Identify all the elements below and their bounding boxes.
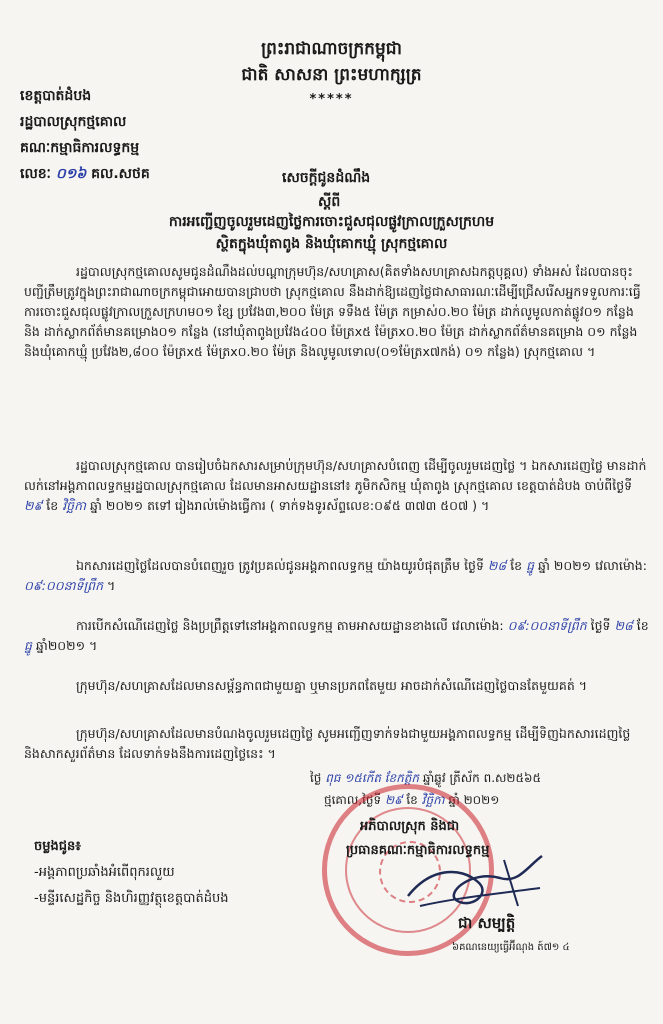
paragraph-3 [24, 556, 649, 596]
paragraph-4 [24, 616, 649, 656]
signatory-title-1: អភិបាលស្រុក និងជា [360, 819, 460, 834]
solar-date-suffix: ឆ្នាំ ២០២១ [448, 793, 500, 807]
copy-to-label: ចម្លងជូន៖ [34, 839, 81, 854]
paragraph-3-text-c: ឆ្នាំ ២០២១ វេលាម៉ោង: [538, 558, 647, 573]
copy-to-item: -មន្ទីរសេដ្ឋកិច្ច និងហិរញ្ញវត្ថុខេត្តបាត់ដំបង [34, 891, 229, 906]
kingdom-heading: ព្រះរាជាណាចក្រកម្ពុជា [261, 39, 402, 59]
reference-suffix: គល.សថគ [91, 166, 150, 182]
paragraph-4-text-c: ខែ [636, 618, 649, 633]
national-motto: ជាតិ សាសនា ព្រះមហាក្សត្រ [241, 65, 422, 85]
paragraph-5: ក្រុមហ៊ុន/សហគ្រាសដែលមានសម្ព័ន្ធភាពជាមួយគ្នា ឬមានប្រភពតែមួយ អាចដាក់សំណើដេញថ្លៃបានតែមួយគត់ ។ [76, 678, 588, 693]
solar-date-mid: ខែ [406, 793, 418, 807]
paragraph-4-text-a: ការបើកសំណើដេញថ្លៃ និងប្រព្រឹត្តទៅនៅអង្គភាពលទ្ធកម្ម តាមអាសយដ្ឋានខាងលើ វេលាម៉ោង: [76, 618, 504, 633]
paragraph-4-text-b: ថ្ងៃទី [590, 618, 611, 633]
signatory-name: ជា សម្បត្តិ [458, 914, 516, 932]
solar-date-month: វិច្ឆិកា [421, 793, 445, 807]
lunar-date-suffix: ឆ្នាំឆ្លូវ ត្រីស័ក ព.ស២៥៦៥ [422, 771, 542, 785]
subject-line-1: ការអញ្ជើញចូលរួមដេញថ្លៃការចោះជួសជុលផ្លូវក្រាលក្រួសក្រហម [168, 214, 495, 230]
signatory-title-2: ប្រធានគណៈកម្មាធិការលទ្ធកម្ម [346, 843, 490, 858]
paragraph-2-day: ២៩ [24, 498, 43, 513]
paragraph-3-time: ០៩:០០នាទីព្រឹក [24, 578, 104, 593]
solar-date-day: ២៩ [384, 793, 403, 807]
paragraph-3-month: ធ្នូ [526, 558, 535, 573]
paragraph-4-day: ២៨ [614, 618, 633, 633]
paragraph-2 [24, 456, 649, 516]
copy-to-item: -អង្គភាពប្រឆាំងអំពើពុករលួយ [34, 865, 175, 880]
paragraph-2-text-c: ឆ្នាំ ២០២១ តទៅ រៀងរាល់ម៉ោងធ្វើការ ( ទាក់ទងទូរស័ព្ទលេខ:០៩៥ ៣៧៣ ៥០៧ ) ។ [89, 498, 490, 513]
document-type: សេចក្តីជូនដំណឹង [282, 170, 371, 186]
paragraph-1: រដ្ឋបាលស្រុកថ្មគោលសូមជូនដំណឹងដល់បណ្តាក្រុមហ៊ុន/សហគ្រាស(គិតទាំងសហគ្រាសឯកត្តបុគ្គល) ទាំងអស់ ដែលបានចុះបញ្ជីត្រឹមត្រូវក្នុងព្រះរាជាណាចក្រកម្ពុជាអោយបានជ្រាបថា ស្រុកថ្មគោល នឹងដាក់ឱ្យដេញថ្លៃជាសាធារណៈដើម្បីជ្រើសរើសអ្នកទទួលការៈធ្វើការចោះជួសជុលផ្លូវក្រាលក្រួសក្រហម០១ ខ្សែ ប្រវែង៣,២០០ ម៉ែត្រ ទទឹង៥ ម៉ែត្រ កម្រាស់០.២០ ម៉ែត្រ ដាក់លូមូលកាត់ផ្លូវ០១ កន្លែង និង ដាក់ស្លាកព័ត៌មានគម្រោង០១ កន្លែង (នៅឃុំតាពូងប្រវែង៤០០ ម៉ែត្រx៥ ម៉ែត្រx០.២០ ម៉ែត្រ ដាក់ស្លាកព័ត៌មានគម្រោង ០១ កន្លែង និងឃុំគោកឃ្មុំ ប្រវែង២,៨០០ ម៉ែត្រx៥ ម៉ែត្រx០.២០ ម៉ែត្រ និងលូមូលទោល(០១ម៉ែត្រx៧កង់) ០១ កន្លែង) ស្រុកថ្មគោល ។ [24, 264, 641, 359]
reference-value: ០១៦ [55, 166, 87, 182]
paragraph-2-text-a: រដ្ឋបាលស្រុកថ្មគោល បានរៀបចំឯកសារសម្រាប់ក្រុមហ៊ុន/សហគ្រាសបំពេញ ដើម្បីចូលរួមដេញថ្លៃ ។ ឯកសារដេញថ្លៃ មានដាក់លក់នៅអង្គភាពលទ្ធកម្មរដ្ឋបាលស្រុកថ្មគោល ដែលមានអាសយដ្ឋាននៅ៖ ភូមិកសិកម្ម ឃុំតាពូង ស្រុកថ្មគោល ខេត្តបាត់ដំបង ចាប់ពីថ្ងៃទី [24, 458, 647, 493]
lunar-date-prefix: ថ្ងៃ [310, 771, 322, 785]
sender-district: រដ្ឋបាលស្រុកថ្មគោល [20, 114, 127, 130]
reference-label: លេខៈ [20, 166, 51, 182]
handwritten-signature [400, 848, 550, 918]
subject-label: ស្តីពី [318, 194, 341, 210]
paragraph-2-month: វិច្ឆិកា [62, 498, 86, 513]
paragraph-3-text-b: ខែ [510, 558, 523, 573]
solar-date-prefix: ថ្មគោល,ថ្ងៃទី [324, 793, 382, 807]
ornament-stars: ***** [309, 92, 354, 107]
paragraph-3-text-a: ឯកសារដេញថ្លៃដែលបានបំពេញរួច ត្រូវប្រគល់ជូនអង្គភាពលទ្ធកម្ម យ៉ាងយូរបំផុតត្រឹម ថ្ងៃទី [76, 558, 484, 573]
lunar-date-handwritten: ពុធ ១៥កើត ខែកត្តិក [325, 771, 420, 785]
sender-committee: គណៈកម្មាធិការលទ្ធកម្ម [20, 140, 140, 156]
sender-province: ខេត្តបាត់ដំបង [20, 88, 92, 104]
subject-line-2: ស្ថិតក្នុងឃុំតាពូង និងឃុំគោកឃ្មុំ ស្រុកថ្មគោល [215, 236, 448, 252]
paragraph-3-day: ២៨ [487, 558, 507, 573]
reference-number [20, 164, 150, 185]
signatory-note: ៦គណនេយ្យធ្វើអ៊ីណុង ត៍៧១ ៤ [452, 942, 570, 953]
paragraph-4-time: ០៩:០០នាទីព្រឹក [507, 618, 587, 633]
paragraph-4-month: ធ្នូ [24, 638, 32, 653]
paragraph-4-text-d: ឆ្នាំ២០២១ ។ [35, 638, 98, 653]
paragraph-6: ក្រុមហ៊ុន/សហគ្រាសដែលមានបំណងចូលរួមដេញថ្លៃ សូមអញ្ជើញទាក់ទងជាមួយអង្គភាពលទ្ធកម្ម ដើម្បីទិញឯកសារដេញថ្លៃ និងសាកសួរព័ត៌មាន ដែលទាក់ទងនឹងការដេញថ្លៃនេះ ។ [24, 726, 631, 761]
paragraph-3-text-d: ។ [107, 578, 116, 593]
paragraph-2-text-b: ខែ [46, 498, 59, 513]
